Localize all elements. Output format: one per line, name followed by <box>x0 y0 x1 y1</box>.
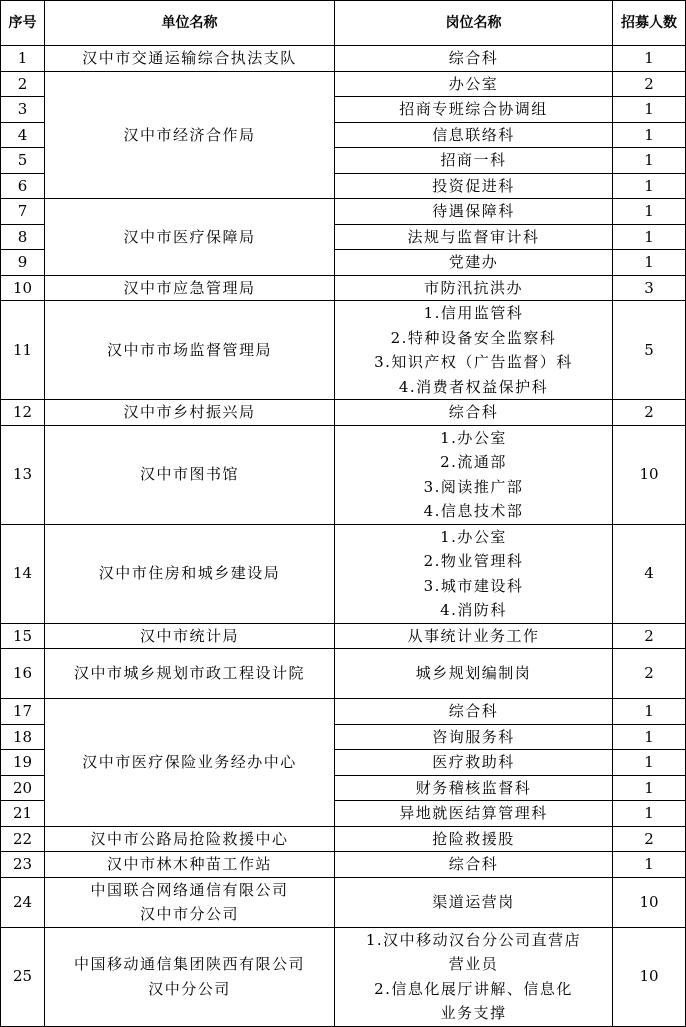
position-line: 4.信息技术部 <box>423 502 524 520</box>
unit-line: 汉中市分公司 <box>139 905 239 923</box>
unit-name <box>45 927 335 1026</box>
unit-line: 中国联合网络通信有限公司 <box>90 880 289 899</box>
row-index: 20 <box>1 775 45 801</box>
position-name: 抢险救援股 <box>335 826 613 852</box>
recruit-count: 10 <box>613 425 686 524</box>
table-row <box>1 877 686 927</box>
recruit-count: 2 <box>613 71 686 97</box>
position-name <box>335 425 613 524</box>
position-line: 3.阅读推广部 <box>423 477 524 496</box>
position-name <box>335 524 613 623</box>
position-name <box>335 301 613 400</box>
recruit-count: 1 <box>613 801 686 827</box>
row-index: 15 <box>1 623 45 649</box>
position-line: 2.特种设备安全监察科 <box>390 328 557 347</box>
unit-name: 汉中市应急管理局 <box>45 275 335 301</box>
row-index: 13 <box>1 425 45 524</box>
unit-line: 汉中分公司 <box>148 979 231 998</box>
row-index: 2 <box>1 71 45 97</box>
recruit-count: 1 <box>613 199 686 225</box>
recruit-count: 1 <box>613 224 686 250</box>
position-name: 法规与监督审计科 <box>335 224 613 250</box>
row-index: 11 <box>1 301 45 400</box>
row-index: 24 <box>1 877 45 927</box>
position-line: 4.消费者权益保护科 <box>398 377 549 396</box>
position-line: 3.城市建设科 <box>423 576 524 595</box>
unit-name: 汉中市医疗保障局 <box>45 199 335 276</box>
unit-name: 汉中市医疗保险业务经办中心 <box>45 699 335 827</box>
unit-name: 汉中市经济合作局 <box>45 71 335 199</box>
table-row <box>1 699 686 725</box>
position-line: 2.流通部 <box>440 453 507 471</box>
header-unit: 单位名称 <box>45 1 335 46</box>
position-name: 信息联络科 <box>335 122 613 148</box>
position-name: 从事统计业务工作 <box>335 623 613 649</box>
table-row <box>1 425 686 524</box>
table-row <box>1 649 686 699</box>
table-row <box>1 826 686 852</box>
table-row <box>1 852 686 878</box>
row-index: 25 <box>1 927 45 1026</box>
position-name: 医疗救助科 <box>335 750 613 776</box>
recruit-count: 1 <box>613 122 686 148</box>
unit-line: 中国移动通信集团陕西有限公司 <box>73 955 305 973</box>
unit-name: 汉中市林木种苗工作站 <box>45 852 335 878</box>
position-line: 营业员 <box>448 955 499 973</box>
position-line: 业务支撑 <box>440 1004 507 1022</box>
unit-name: 汉中市交通运输综合执法支队 <box>45 46 335 72</box>
row-index: 1 <box>1 46 45 72</box>
row-index: 19 <box>1 750 45 776</box>
header-position: 岗位名称 <box>335 1 613 46</box>
recruit-count: 1 <box>613 699 686 725</box>
unit-name <box>45 877 335 927</box>
position-line: 1.信用监管科 <box>423 304 524 322</box>
row-index: 17 <box>1 699 45 725</box>
recruit-count: 1 <box>613 852 686 878</box>
recruit-count: 3 <box>613 275 686 301</box>
row-index: 4 <box>1 122 45 148</box>
table-row <box>1 623 686 649</box>
recruit-count: 1 <box>613 46 686 72</box>
recruit-count: 1 <box>613 97 686 123</box>
position-name: 待遇保障科 <box>335 199 613 225</box>
unit-name: 汉中市城乡规划市政工程设计院 <box>45 649 335 699</box>
position-name: 招商专班综合协调组 <box>335 97 613 123</box>
row-index: 8 <box>1 224 45 250</box>
row-index: 3 <box>1 97 45 123</box>
row-index: 10 <box>1 275 45 301</box>
row-index: 9 <box>1 250 45 276</box>
table-row <box>1 524 686 623</box>
recruit-count: 1 <box>613 173 686 199</box>
row-index: 6 <box>1 173 45 199</box>
recruit-count: 4 <box>613 524 686 623</box>
recruit-count: 2 <box>613 623 686 649</box>
position-line: 2.信息化展厅讲解、信息化 <box>374 979 573 998</box>
position-name <box>335 927 613 1026</box>
position-name: 党建办 <box>335 250 613 276</box>
row-index: 12 <box>1 400 45 426</box>
position-name: 综合科 <box>335 699 613 725</box>
unit-name: 汉中市市场监督管理局 <box>45 301 335 400</box>
position-name: 综合科 <box>335 400 613 426</box>
position-line: 4.消防科 <box>440 601 507 619</box>
table-header-row <box>1 1 686 46</box>
position-name: 招商一科 <box>335 148 613 174</box>
header-index: 序号 <box>1 1 45 46</box>
table-row <box>1 71 686 97</box>
unit-name: 汉中市乡村振兴局 <box>45 400 335 426</box>
table-row <box>1 199 686 225</box>
position-line: 1.汉中移动汉台分公司直营店 <box>365 930 582 949</box>
unit-name: 汉中市图书馆 <box>45 425 335 524</box>
row-index: 16 <box>1 649 45 699</box>
recruit-count: 1 <box>613 750 686 776</box>
position-line: 3.知识产权（广告监督）科 <box>374 353 573 371</box>
row-index: 5 <box>1 148 45 174</box>
position-name: 市防汛抗洪办 <box>335 275 613 301</box>
recruit-count: 10 <box>613 927 686 1026</box>
row-index: 7 <box>1 199 45 225</box>
position-name: 异地就医结算管理科 <box>335 801 613 827</box>
row-index: 22 <box>1 826 45 852</box>
row-index: 18 <box>1 724 45 750</box>
unit-name: 汉中市住房和城乡建设局 <box>45 524 335 623</box>
position-name: 财务稽核监督科 <box>335 775 613 801</box>
table-row <box>1 46 686 72</box>
row-index: 21 <box>1 801 45 827</box>
unit-name: 汉中市统计局 <box>45 623 335 649</box>
position-name: 综合科 <box>335 852 613 878</box>
position-name: 综合科 <box>335 46 613 72</box>
recruit-count: 2 <box>613 649 686 699</box>
position-name: 办公室 <box>335 71 613 97</box>
position-line: 1.办公室 <box>440 428 507 447</box>
recruit-count: 1 <box>613 724 686 750</box>
recruit-count: 10 <box>613 877 686 927</box>
recruit-count: 1 <box>613 775 686 801</box>
table-row <box>1 301 686 400</box>
row-index: 14 <box>1 524 45 623</box>
position-name: 渠道运营岗 <box>335 877 613 927</box>
recruit-count: 2 <box>613 826 686 852</box>
unit-name: 汉中市公路局抢险救援中心 <box>45 826 335 852</box>
recruit-count: 1 <box>613 148 686 174</box>
position-name: 投资促进科 <box>335 173 613 199</box>
table-row <box>1 927 686 1026</box>
position-line: 2.物业管理科 <box>423 552 524 570</box>
recruit-count: 5 <box>613 301 686 400</box>
header-count: 招募人数 <box>613 1 686 46</box>
position-name: 城乡规划编制岗 <box>335 649 613 699</box>
table-row <box>1 400 686 426</box>
position-line: 1.办公室 <box>440 527 507 546</box>
recruit-count: 2 <box>613 400 686 426</box>
position-name: 咨询服务科 <box>335 724 613 750</box>
table-row <box>1 275 686 301</box>
recruit-count: 1 <box>613 250 686 276</box>
row-index: 23 <box>1 852 45 878</box>
